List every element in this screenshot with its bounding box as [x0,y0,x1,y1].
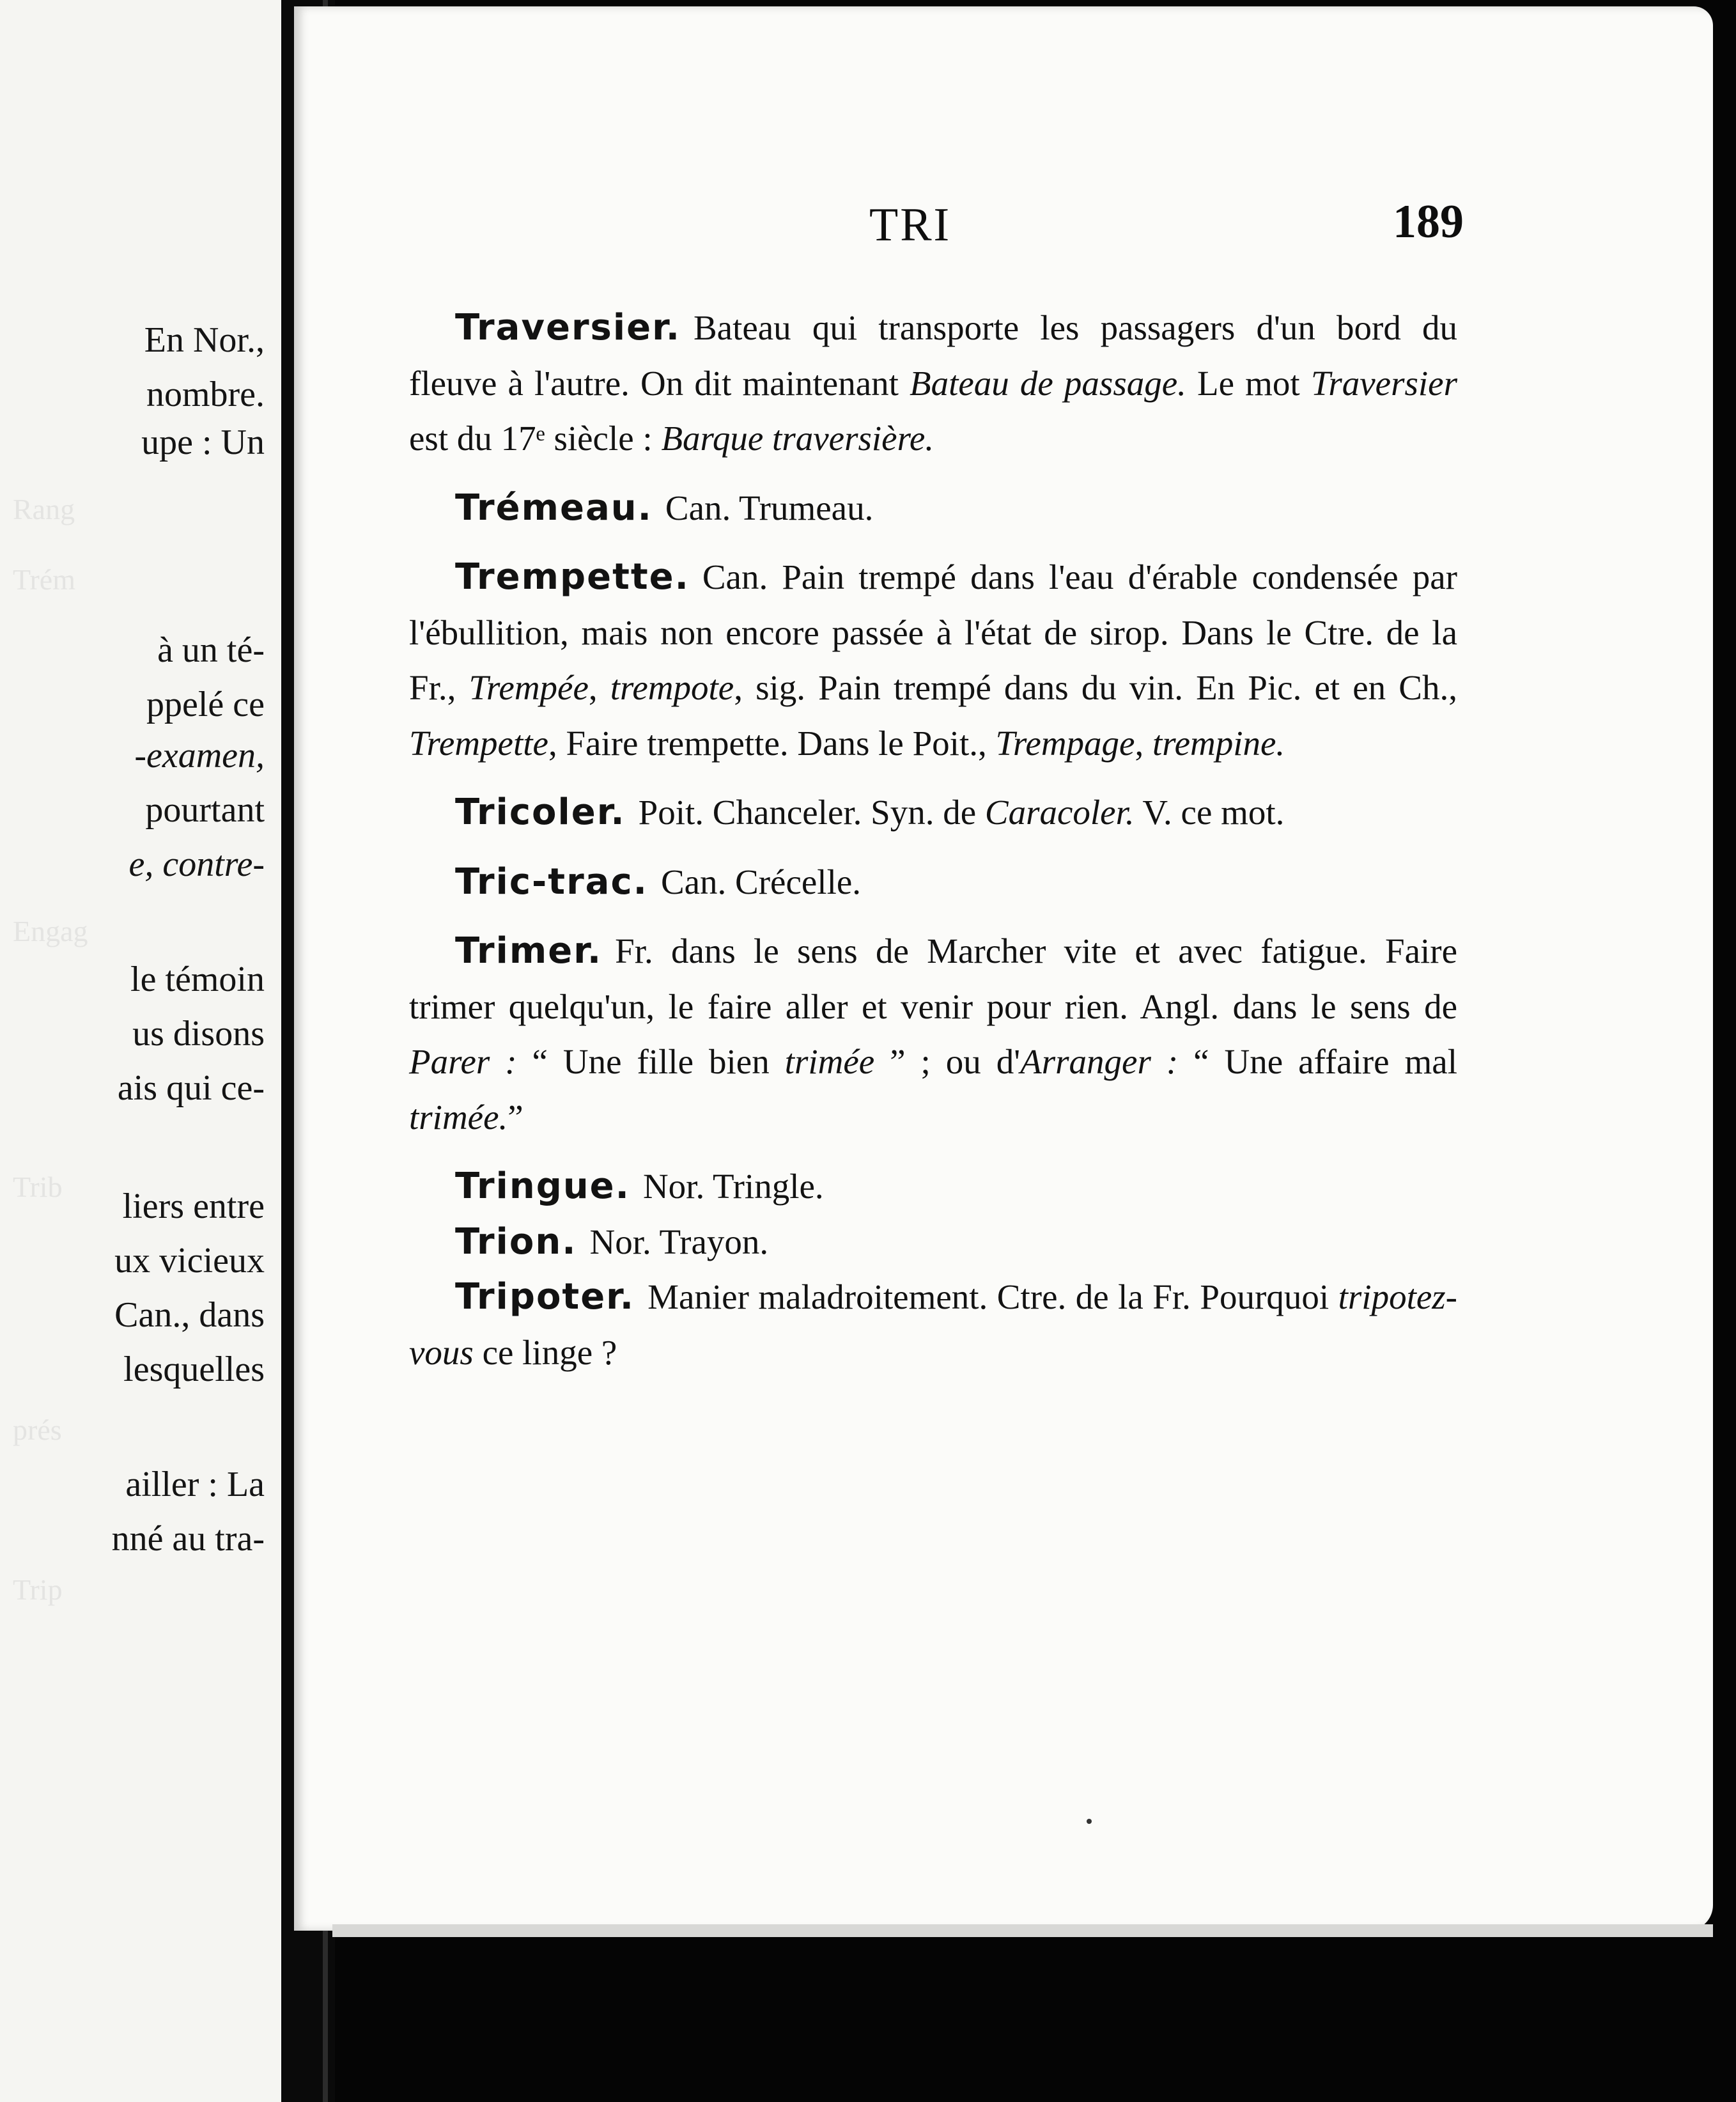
entry-definition [665,488,873,527]
dictionary-entry [409,1159,1457,1215]
left-page-line: En Nor., [144,320,265,360]
ink-speck [1087,1819,1092,1824]
definition-text: V. ce mot. [1134,793,1285,832]
entry-headword: Tric-trac. [455,860,648,903]
left-page-line: à un té- [157,630,265,670]
left-page-line: le témoin [130,960,265,999]
entry-headword: Trimer. [455,930,603,972]
definition-text: Nor. Tringle. [642,1167,824,1206]
left-page-line: ailler : La [125,1465,265,1504]
left-page-line: ppelé ce [146,685,265,724]
left-page-line: us disons [132,1014,265,1054]
entry-headword: Trion. [455,1220,577,1263]
dictionary-entry [409,1270,1457,1380]
definition-text: , [588,668,610,707]
entry-headword: Traversier. [455,307,681,348]
entry-definition [643,1167,824,1206]
italic-term: trimée. [409,1097,508,1137]
definition-text: Nor. Trayon. [589,1222,769,1261]
definition-text: Can. Pain trempé dans l'eau d'érable condensée par l'ébullition, mais non encore passée à l'état de sirop. Dans le Ctre. de la Fr., [409,557,1457,707]
dictionary-entry [409,855,1457,910]
definition-text: est du 17ᵉ siècle : [409,419,662,458]
definition-text: Can. Trumeau. [665,488,874,527]
entry-headword: Tricoler. [455,791,626,833]
italic-term: trempote [610,668,734,707]
page-bottom-edge [332,1924,1713,1937]
definition-text: ” [508,1097,523,1137]
definition-text: “ Une affaire mal [1178,1042,1457,1081]
dictionary-entry [409,924,1457,1145]
left-page-line: lesquelles [123,1350,265,1389]
dictionary-entry [409,785,1457,841]
definition-text: Manier maladroitement. Ctre. de la Fr. Pourquoi [647,1277,1338,1316]
previous-page-fragment: Rang Trém Engag Trib prés Trip En Nor., nombre. upe : Un à un té- ppelé ce -examen, pourtant e, contre- le témoin us disons ais qui ce- liers entre ux vicieux Can., dans lesquelles ailler : La nné au tra- [0,0,281,2102]
italic-term: trimée [784,1042,875,1081]
italic-term: Trempette [409,723,548,763]
left-page-line: upe : Un [141,423,265,462]
entry-headword: Trempette. [455,556,690,598]
entry-definition [661,862,861,901]
italic-term: Traversier [1310,363,1457,403]
dictionary-entries [409,300,1457,1394]
left-page-line: e, contre- [128,845,265,884]
entry-definition [639,793,1285,832]
definition-text: Can. Crécelle. [660,862,862,901]
left-page-line: liers entre [122,1187,265,1226]
entry-definition [589,1222,768,1261]
definition-text: , sig. Pain trempé dans du vin. En Pic. et en Ch., [734,668,1457,707]
definition-text: , Faire trempette. Dans le Poit., [548,723,996,763]
italic-term: tripotez-vous [409,1277,1457,1372]
italic-term: Trempée [469,668,589,707]
definition-text: “ Une fille bien [516,1042,785,1081]
definition-text: Bateau qui transporte les passagers d'un bord du fleuve à l'autre. On dit maintenant [409,308,1457,403]
running-head: TRI [869,199,952,251]
italic-term: Caracoler. [984,793,1135,832]
left-page-line: pourtant [145,790,265,830]
definition-text: Fr. dans le sens de Marcher vite et avec fatigue. Faire trimer quelqu'un, le faire aller et venir pour rien. Angl. dans le sens de [409,931,1457,1026]
italic-term: Bateau de passage. [910,363,1186,403]
left-page-line: ais qui ce- [117,1068,265,1108]
entry-headword: Trémeau. [455,487,653,529]
dictionary-entry [409,481,1457,536]
italic-term: trempine. [1152,723,1285,763]
left-page-line: ux vicieux [114,1241,265,1281]
italic-term: Barque traversière. [661,419,934,458]
left-page-line: Can., dans [114,1295,265,1335]
left-page-line: nné au tra- [111,1519,265,1559]
dictionary-entry [409,550,1457,771]
dictionary-entry [409,300,1457,467]
page-number: 189 [1393,196,1464,248]
entry-headword: Tringue. [455,1165,630,1207]
italic-term: Arranger : [1020,1042,1179,1081]
dictionary-entry [409,1215,1457,1270]
definition-text: Poit. Chanceler. Syn. de [638,793,985,832]
definition-text: ce linge ? [473,1332,617,1372]
definition-text: Le mot [1186,363,1311,403]
entry-headword: Tripoter. [455,1276,635,1318]
left-page-line: nombre. [146,375,265,414]
definition-text: ” ; ou d' [874,1042,1021,1081]
italic-term: Parer : [409,1042,517,1081]
definition-text: , [1135,723,1152,763]
italic-term: Trempage [995,723,1135,763]
left-page-line: -examen, [134,736,265,775]
